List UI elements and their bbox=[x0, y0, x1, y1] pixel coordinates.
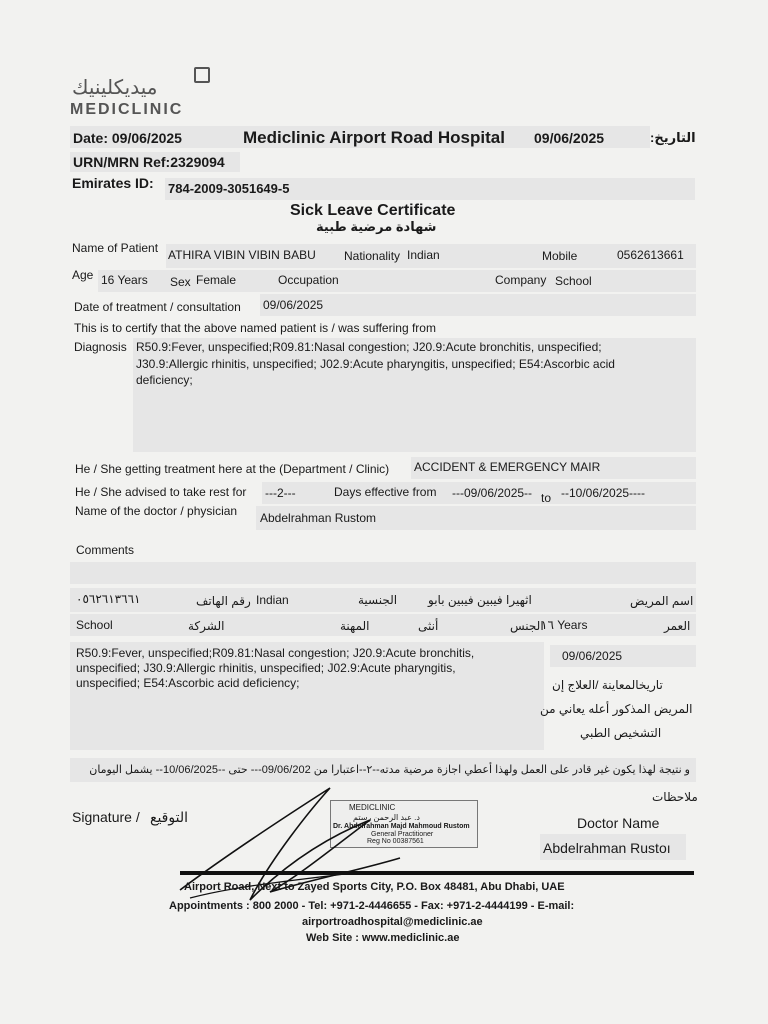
company-label: Company bbox=[495, 273, 547, 287]
arabic-diagnosis-line-1: R50.9:Fever, unspecified;R09.81:Nasal congestion; J20.9:Acute bronchitis, bbox=[76, 646, 475, 660]
emirates-id-label: Emirates ID: bbox=[72, 175, 154, 191]
leave-from: ---09/06/2025-- bbox=[452, 486, 533, 500]
arabic-occupation-label: المهنة bbox=[340, 619, 370, 633]
arabic-certify-1: المريض المذكور أعله يعاني من bbox=[540, 702, 693, 716]
leave-to: --10/06/2025---- bbox=[561, 486, 646, 500]
treatment-date: 09/06/2025 bbox=[263, 298, 324, 312]
patient-name-label: Name of Patient bbox=[72, 241, 159, 255]
doctor-name-value: Abdelrahman Rustoı bbox=[543, 840, 671, 856]
age-value: 16 Years bbox=[101, 273, 148, 287]
occupation-label: Occupation bbox=[278, 273, 339, 287]
footer-divider bbox=[180, 871, 694, 875]
stamp-line-3: Dr. Abdelrahman Majd Mahmoud Rustom bbox=[333, 823, 470, 830]
arabic-age: ١٦ Years bbox=[541, 618, 588, 632]
sex-label: Sex bbox=[170, 275, 191, 289]
arabic-company-label: الشركة bbox=[188, 619, 225, 633]
department-value: ACCIDENT & EMERGENCY MAIR bbox=[414, 460, 601, 474]
stamp-line-4: General Practitioner bbox=[371, 831, 434, 838]
arabic-certify-2: التشخيص الطبي bbox=[580, 726, 662, 740]
stamp-line-5: Reg No 00387561 bbox=[367, 838, 424, 845]
date-label: Date: 09/06/2025 bbox=[73, 130, 182, 146]
arabic-name-label: اسم المريض bbox=[630, 594, 694, 608]
signature-label: Signature / bbox=[72, 809, 140, 825]
diagnosis-line-1: R50.9:Fever, unspecified;R09.81:Nasal congestion; J20.9:Acute bronchitis, unspecified; bbox=[136, 340, 602, 354]
department-label: He / She getting treatment here at the (Department / Clinic) bbox=[75, 462, 390, 476]
footer-website: Web Site : www.mediclinic.ae bbox=[306, 932, 460, 944]
mobile-value: 0562613661 bbox=[617, 248, 684, 262]
days-effective-label: Days effective from bbox=[334, 485, 437, 499]
company-value: School bbox=[555, 274, 592, 288]
footer-email: airportroadhospital@mediclinic.ae bbox=[302, 916, 483, 928]
comments-label: Comments bbox=[76, 543, 135, 557]
certificate-title: Sick Leave Certificate bbox=[290, 202, 456, 219]
diagnosis-line-3: deficiency; bbox=[136, 373, 193, 387]
treatment-date-label: Date of treatment / consultation bbox=[74, 300, 241, 314]
arabic-leave-sentence: و نتيجة لهذا يكون غير قادر على العمل ولهذا أعطي اجازة مرضية مدته--٢--اعتبارا من 09/06/202--- حتى --10/06/2025-- يشمل اليومان bbox=[89, 764, 690, 776]
certify-statement: This is to certify that the above named patient is / was suffering from bbox=[74, 321, 436, 335]
arabic-diagnosis-line-2: unspecified; J30.9:Allergic rhinitis, unspecified; J02.9:Acute pharyngitis, bbox=[76, 661, 456, 675]
arabic-sex-label: الجنس bbox=[510, 619, 544, 633]
certificate-title-arabic: شهادة مرضية طبية bbox=[316, 219, 437, 234]
logo-arabic: ميديكلينيك bbox=[72, 75, 158, 99]
doctor-name-label: Doctor Name bbox=[577, 815, 660, 831]
stamp-line-1: MEDICLINIC bbox=[349, 803, 396, 812]
arabic-company: School bbox=[76, 618, 113, 632]
arabic-mobile: ٠٥٦٢٦١٣٦٦١ bbox=[76, 592, 141, 606]
urn-ref: URN/MRN Ref:2329094 bbox=[73, 154, 225, 170]
hospital-name: Mediclinic Airport Road Hospital bbox=[243, 128, 505, 147]
mediclinic-logo-icon bbox=[194, 67, 210, 83]
arabic-sex: أنثى bbox=[418, 619, 439, 633]
arabic-treatment-date: 09/06/2025 bbox=[562, 649, 623, 663]
mobile-label: Mobile bbox=[542, 249, 578, 263]
arabic-age-label: العمر bbox=[664, 619, 691, 633]
arabic-diagnosis-line-3: unspecified; E54:Ascorbic acid deficiency; bbox=[76, 676, 300, 690]
arabic-mobile-label: رقم الهاتف bbox=[196, 594, 251, 608]
date-arabic-label: التاريخ: bbox=[650, 130, 696, 145]
footer-appointments: Appointments : 800 2000 - Tel: +971-2-4446655 - Fax: +971-2-4444199 - E-mail: bbox=[169, 900, 575, 912]
date-right: 09/06/2025 bbox=[534, 130, 605, 146]
doctor-label: Name of the doctor / physician bbox=[75, 504, 238, 518]
patient-name: ATHIRA VIBIN VIBIN BABU bbox=[168, 248, 316, 262]
footer-address: Airport Road, Next to Zayed Sports City, P.O. Box 48481, Abu Dhabi, UAE bbox=[184, 881, 565, 893]
rest-days: ---2--- bbox=[265, 486, 296, 500]
diagnosis-label: Diagnosis bbox=[74, 340, 127, 354]
arabic-nationality: Indian bbox=[256, 593, 289, 607]
rest-label: He / She advised to take rest for bbox=[75, 485, 247, 499]
doctor-value: Abdelrahman Rustom bbox=[260, 511, 377, 525]
sex-value: Female bbox=[196, 273, 237, 287]
stamp-line-2: د. عبد الرحمن رستم bbox=[353, 813, 420, 822]
diagnosis-line-2: J30.9:Allergic rhinitis, unspecified; J02.9:Acute pharyngitis, unspecified; E54:Ascorbic acid bbox=[136, 357, 615, 371]
arabic-treatment-date-label: تاريخالمعاينة /العلاج إن bbox=[552, 678, 663, 692]
age-label: Age bbox=[72, 268, 94, 282]
emirates-id-value: 784-2009-3051649-5 bbox=[168, 181, 290, 196]
signature-label-arabic: التوقيع bbox=[150, 809, 188, 825]
to-label: to bbox=[541, 491, 552, 505]
nationality-value: Indian bbox=[407, 248, 440, 262]
arabic-notes-label: ملاحظات bbox=[652, 790, 698, 804]
nationality-label: Nationality bbox=[344, 249, 401, 263]
arabic-patient-name: اثهيرا فيبين فيبين بابو bbox=[428, 593, 532, 607]
arabic-nationality-label: الجنسية bbox=[358, 593, 398, 607]
logo-english: MEDICLINIC bbox=[70, 101, 184, 118]
